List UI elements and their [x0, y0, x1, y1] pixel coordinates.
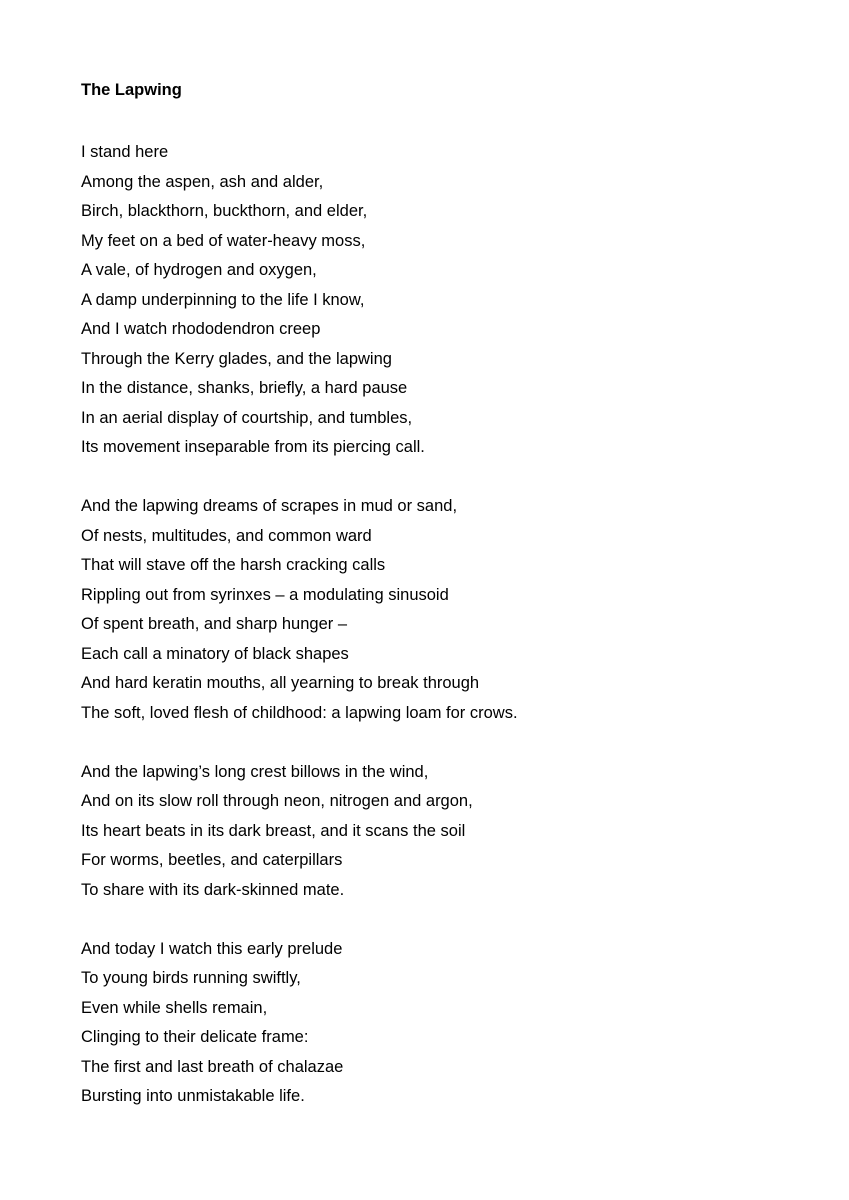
- poem-line: And today I watch this early prelude: [81, 939, 343, 958]
- poem-line: And on its slow roll through neon, nitrogen and argon,: [81, 792, 473, 810]
- stanza-2: [81, 492, 801, 728]
- poem-line: For worms, beetles, and caterpillars: [81, 851, 343, 869]
- poem-line: A damp underpinning to the life I know,: [81, 290, 365, 309]
- poem-line: In an aerial display of courtship, and tumbles,: [81, 408, 413, 427]
- poem-line: I stand here: [81, 143, 169, 161]
- poem-line: That will stave off the harsh cracking calls: [81, 556, 386, 574]
- poem-line: Birch, blackthorn, buckthorn, and elder,: [81, 202, 368, 220]
- poem-line: And the lapwing’s long crest billows in the wind,: [81, 762, 429, 781]
- poem-line: Clinging to their delicate frame:: [81, 1028, 309, 1046]
- poem-line: Each call a minatory of black shapes: [81, 644, 349, 663]
- poem-line: The soft, loved flesh of childhood: a lapwing loam for crows.: [81, 703, 518, 722]
- stanza-1: [81, 138, 801, 463]
- poem-line: To share with its dark-skinned mate.: [81, 880, 345, 899]
- poem-line: Its heart beats in its dark breast, and it scans the soil: [81, 821, 466, 840]
- poem-line: Through the Kerry glades, and the lapwing: [81, 349, 392, 368]
- poem-line: Bursting into unmistakable life.: [81, 1087, 305, 1105]
- poem-line: Among the aspen, ash and alder,: [81, 172, 324, 191]
- stanza-3: [81, 758, 801, 906]
- poem-title: The Lapwing: [81, 81, 182, 99]
- poem-line: Of spent breath, and sharp hunger –: [81, 615, 348, 633]
- poem-line: And I watch rhododendron creep: [81, 320, 321, 338]
- stanza-4: [81, 935, 801, 1112]
- poem-line: My feet on a bed of water-heavy moss,: [81, 231, 366, 250]
- poem-line: Rippling out from syrinxes – a modulating sinusoid: [81, 585, 449, 604]
- poem-line: A vale, of hydrogen and oxygen,: [81, 261, 317, 279]
- poem-line: To young birds running swiftly,: [81, 969, 301, 987]
- poem-line: In the distance, shanks, briefly, a hard pause: [81, 379, 408, 397]
- poem-line: And the lapwing dreams of scrapes in mud or sand,: [81, 497, 458, 515]
- poem-line: Its movement inseparable from its piercing call.: [81, 438, 425, 456]
- poem-line: And hard keratin mouths, all yearning to break through: [81, 674, 480, 692]
- poem-line: Of nests, multitudes, and common ward: [81, 526, 372, 545]
- poem-line: Even while shells remain,: [81, 998, 268, 1017]
- poem-line: The first and last breath of chalazae: [81, 1057, 344, 1076]
- document-page: [81, 78, 801, 1112]
